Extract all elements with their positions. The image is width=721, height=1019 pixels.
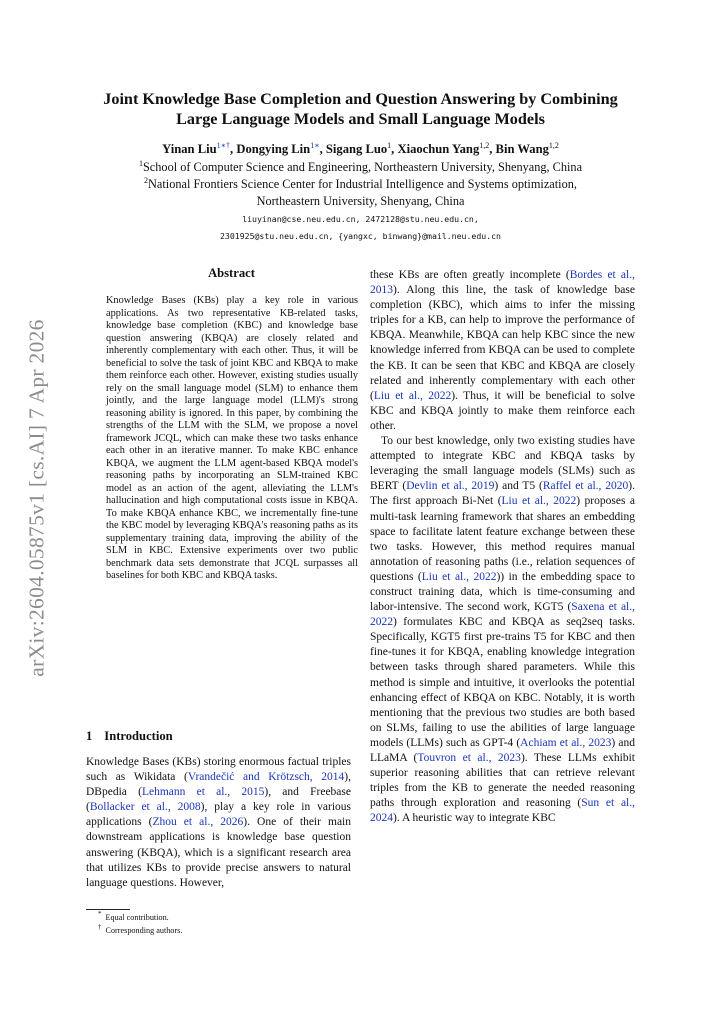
citation-link[interactable]: Liu et al., 2022	[421, 570, 497, 583]
citation-link[interactable]: Vrandečić and Krötzsch, 2014	[187, 771, 345, 784]
author-list: Yinan Liu$^{1∗\dagger}$, Dongying Lin$^{1∗}$, Sigang Luo$^1$, Xiaochun Yang$^{1,2}$, Bin Wang$^{1,2}$	[162, 140, 559, 156]
affiliation-mark: 1	[138, 158, 143, 168]
text-run: ). Thus, it will be beneficial to solve KBC and KBQA jointly to make them reinforce each other.	[370, 389, 635, 432]
text-run: ). One of their main downstream applications is knowledge base question answering (KBQA), which is a significant research area that utilizes KBs to provide precise answers to natural language questions. However,	[86, 816, 352, 889]
introduction-right-column	[370, 268, 635, 826]
citation-link[interactable]: Raffel et al., 2020	[542, 480, 629, 493]
text-run: ), and Freebase (	[86, 786, 351, 814]
author	[496, 142, 559, 156]
footnote-mark: †	[98, 923, 102, 932]
text-run: ). A heuristic way to integrate KBC	[393, 812, 556, 825]
arxiv-stamp	[15, 303, 59, 693]
introduction-left-column	[86, 755, 351, 891]
citation-link[interactable]: Bollacker et al., 2008	[89, 801, 201, 814]
author-name: Yinan Liu	[162, 142, 217, 156]
affiliation-text: National Frontiers Science Center for Industrial Intelligence and Systems optimization,	[148, 177, 577, 191]
section-title: Introduction	[104, 729, 173, 743]
footnote-text: Equal contribution.	[105, 913, 169, 922]
text-run: ) and T5 (	[494, 480, 543, 493]
author-affil-mark: 1,2	[479, 140, 490, 150]
text-run: ) formulates KBC and KBQA as seq2seq tasks. Specifically, KGT5 first pre-trains T5 for KBC and then fine-tunes it for KBQA, enabling knowledge integration between tasks through shared parameters. While this method is simple and intuitive, it overlooks the potential enhancing effect of KBQA on KBC. Notably, it is worth mentioning that the previous two studies are both based on SLMs, failing to use the abilities of large language models (LLMs) such as GPT-4 (	[370, 616, 635, 749]
section-heading-introduction	[86, 729, 173, 744]
citation-link[interactable]: Bordes et al., 2013	[370, 269, 635, 297]
author-affil-mark[interactable]: 1∗	[310, 140, 320, 150]
affiliation-2	[40, 176, 681, 193]
author-emails-line-1: liuyinan@cse.neu.edu.cn, 2472128@stu.neu.edu.cn,	[242, 214, 479, 224]
text-run: Knowledge Bases (KBs) storing enormous factual triples such as Wikidata (	[86, 756, 351, 784]
author-affil-mark: 1,2	[548, 140, 559, 150]
affiliation-mark: 2	[144, 175, 149, 185]
citation-link[interactable]: Devlin et al., 2019	[406, 480, 495, 493]
author-name: Dongying Lin	[236, 142, 311, 156]
footnote-rule	[86, 909, 130, 910]
footnote-mark: *	[98, 910, 102, 919]
text-run: ) and LLaMA (	[370, 736, 635, 764]
affiliation-text: School of Computer Science and Engineering, Northeastern University, Shenyang, China	[142, 160, 583, 174]
author-affil-mark[interactable]: 1∗†	[216, 140, 231, 150]
author-name: Xiaochun Yang	[397, 142, 480, 156]
affiliation-2-line-2: Northeastern University, Shenyang, China	[256, 194, 465, 208]
text-run: To our best knowledge, only two existing studies have attempted to integrate KBC and KBQA tasks by leveraging the small language models (SLMs) such as BERT (	[370, 435, 635, 493]
section-number: 1	[86, 729, 93, 743]
citation-link[interactable]: Achiam et al., 2023	[520, 736, 612, 749]
citation-link[interactable]: Zhou et al., 2026	[152, 816, 244, 829]
citation-link[interactable]: Saxena et al., 2022	[370, 601, 635, 629]
author-affil-mark: 1	[387, 140, 392, 150]
text-run: ) proposes a multi-task learning framework that shares an embedding space to facilitate latent feature exchange between these two tasks. However, this method requires manual annotation of reasoning paths (i.e., relation sequences of questions (	[370, 495, 635, 583]
footnote-corresponding-authors	[98, 925, 182, 936]
citation-link[interactable]: Touvron et al., 2023	[417, 752, 521, 764]
arxiv-stamp-text: arXiv:2604.05875v1 [cs.AI] 7 Apr 2026	[24, 319, 49, 677]
author-name: Bin Wang	[495, 142, 549, 156]
footnote-text: Corresponding authors.	[105, 926, 183, 935]
footnote-equal-contribution	[98, 912, 169, 923]
text-run: )) in the embedding space to construct training data, which is time-consuming and labor-intensive. The second work, KGT5 (	[370, 570, 635, 614]
abstract-heading: Abstract	[208, 266, 255, 280]
paper-title-line-2: Large Language Models and Small Language Models	[176, 110, 545, 128]
citation-link[interactable]: Sun et al., 2024	[370, 797, 635, 825]
text-run: ). These LLMs exhibit superior reasoning abilities that can retrieve relevant triples from the KB to generate the needed reasoning paths through exploration and reasoning (	[370, 752, 635, 810]
text-run: ), DBpedia (	[86, 771, 351, 799]
text-run: these KBs are often greatly incomplete (	[370, 269, 570, 281]
paper-title-line-1: Joint Knowledge Base Completion and Question Answering by Combining	[103, 90, 618, 108]
author	[326, 142, 391, 156]
author	[162, 142, 230, 156]
paragraph	[86, 755, 351, 891]
author	[397, 142, 489, 156]
paper-title	[40, 89, 681, 129]
paragraph	[370, 268, 635, 434]
affiliation-1	[40, 159, 681, 176]
paragraph	[370, 434, 635, 826]
citation-link[interactable]: Liu et al., 2022	[373, 389, 452, 402]
author	[236, 142, 319, 156]
abstract-text: Knowledge Bases (KBs) play a key role in various applications. As two representative KB-related tasks, knowledge base completion (KBC) and knowledge base question answering (KBQA) are closely related and inherently complementary with each other. Thus, it will be beneficial to solve the task of joint KBC and KBQA to make them reinforce each other. However, existing studies usually rely on the small language model (SLM) to enhance them jointly, and the large language model (LLM)'s strong reasoning ability is ignored. In this paper, by combining the strengths of the LLM with the SLM, we propose a novel framework JCQL, which can make these two tasks enhance each other in an iterative manner. To make KBC enhance KBQA, we augment the LLM agent-based KBQA model's reasoning paths by incorporating an SLM-trained KBC model as an action of the agent, alleviating the LLM's hallucination and high computational costs issue in KBQA. To make KBQA enhance KBC, we incrementally fine-tune the KBC model by leveraging KBQA's reasoning paths as its supplementary training data, improving the ability of the SLM in KBC. Extensive experiments over two public benchmark data sets demonstrate that JCQL surpasses all baselines for both KBC and KBQA tasks.	[106, 295, 358, 581]
citation-link[interactable]: Lehmann et al., 2015	[141, 786, 265, 799]
author-emails-line-2: 2301925@stu.neu.edu.cn, {yangxc, binwang}@mail.neu.edu.cn	[220, 231, 501, 241]
text-run: ). The first approach Bi-Net (	[370, 480, 635, 508]
citation-link[interactable]: Liu et al., 2022	[501, 495, 577, 508]
text-run: ), play a key role in various applications (	[86, 801, 352, 829]
text-run: ). Along this line, the task of knowledge base completion (KBC), which aims to infer the missing triples for a KB, can help to improve the performance of KBQA. Meanwhile, KBQA can help KBC since the new knowledge inferred from KBQA can be used to complete the KB. It can be seen that KBC and KBQA are closely related and inherently complementary with each other (	[370, 284, 635, 402]
author-name: Sigang Luo	[325, 142, 388, 156]
